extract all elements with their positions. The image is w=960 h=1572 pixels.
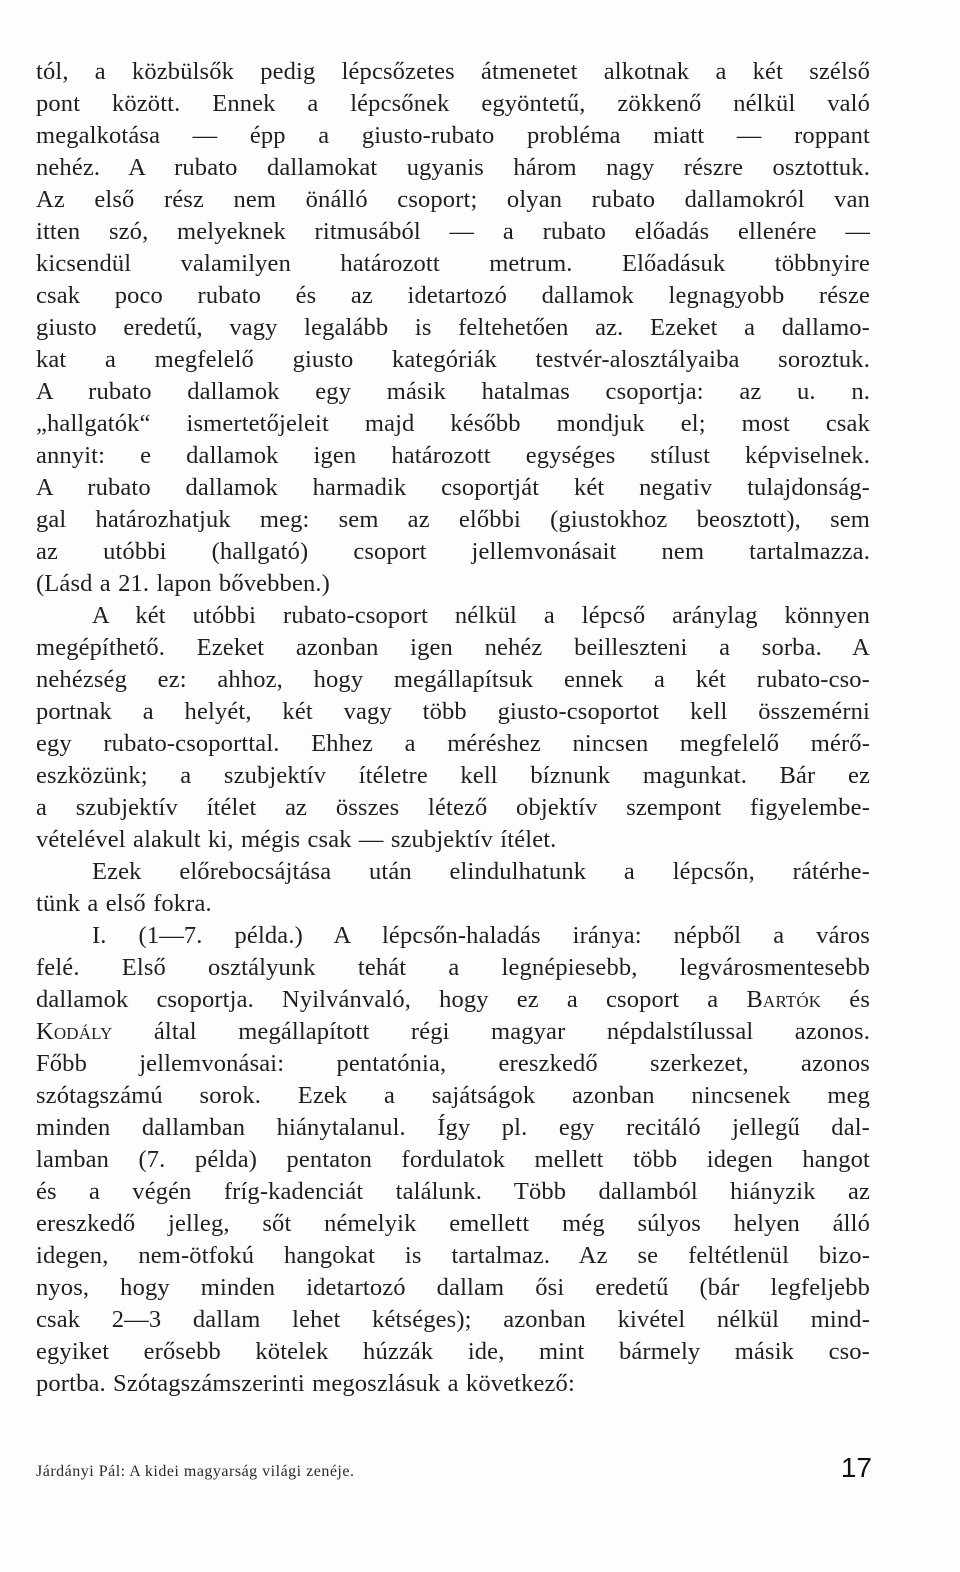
- text-line: minden dallamban hiánytalanul. Így pl. egy recitáló jellegű dal-: [36, 1114, 870, 1141]
- text-line: nehézség ez: ahhoz, hogy megállapítsuk ennek a két rubato-cso-: [36, 666, 870, 693]
- text-line: gal határozhatjuk meg: sem az előbbi (giustokhoz beosztott), sem: [36, 506, 870, 533]
- text-line: tünk a első fokra.: [36, 890, 212, 917]
- text-line: szótagszámú sorok. Ezek a sajátságok azonban nincsenek meg: [36, 1082, 870, 1109]
- text-line: (Lásd a 21. lapon bővebben.): [36, 570, 330, 597]
- text-line: megépíthető. Ezeket azonban igen nehéz beilleszteni a sorba. A: [36, 634, 870, 661]
- text-line: portnak a helyét, két vagy több giusto-csoportot kell összemérni: [36, 698, 870, 725]
- body-text: [36, 56, 870, 1400]
- author-name: Bartók: [746, 986, 822, 1013]
- text-line: tól, a közbülsők pedig lépcsőzetes átmenetet alkotnak a két szélső: [36, 58, 870, 85]
- text-line: az utóbbi (hallgató) csoport jellemvonásait nem tartalmazza.: [36, 538, 870, 565]
- text-line: A rubato dallamok egy másik hatalmas csoportja: az u. n.: [36, 378, 870, 405]
- text-line: csak poco rubato és az idetartozó dallamok legnagyobb része: [36, 282, 870, 309]
- text-line: a szubjektív ítélet az összes létező objektív szempont figyelembe-: [36, 794, 870, 821]
- text-line: kicsendül valamilyen határozott metrum. Előadásuk többnyire: [36, 250, 870, 277]
- text-line: vételével alakult ki, mégis csak — szubjektív ítélet.: [36, 826, 557, 853]
- text-line: giusto eredetű, vagy legalább is feltehetően az. Ezeket a dallamo-: [36, 314, 870, 341]
- text-line: itten szó, melyeknek ritmusából — a rubato előadás ellenére —: [36, 218, 870, 245]
- author-name: Kodály: [36, 1018, 113, 1045]
- text-line: annyit: e dallamok igen határozott egységes stílust képviselnek.: [36, 442, 870, 469]
- text-line: ereszkedő jelleg, sőt némelyik emellett még súlyos helyen álló: [36, 1210, 870, 1237]
- page-number: 17: [840, 1452, 872, 1483]
- text-line: Ezek előrebocsájtása után elindulhatunk a lépcsőn, rátérhe-: [92, 858, 870, 885]
- text-line: Az első rész nem önálló csoport; olyan rubato dallamokról van: [36, 186, 870, 213]
- text-line: felé. Első osztályunk tehát a legnépiesebb, legvárosmentesebb: [36, 954, 870, 981]
- text-line: csak 2—3 dallam lehet kétséges); azonban kivétel nélkül mind-: [36, 1306, 870, 1333]
- text-line: „hallgatók“ ismertetőjeleit majd később mondjuk el; most csak: [36, 410, 870, 437]
- footer-source: Járdányi Pál: A kidei magyarság világi zenéje.: [36, 1463, 355, 1480]
- text-line: I. (1—7. példa.) A lépcsőn-haladás iránya: népből a város: [92, 922, 870, 949]
- text-line: A rubato dallamok harmadik csoportját két negativ tulajdonság-: [36, 474, 870, 501]
- text-line: nyos, hogy minden idetartozó dallam ősi eredetű (bár legfeljebb: [36, 1274, 870, 1301]
- text-line: idegen, nem-ötfokú hangokat is tartalmaz. Az se feltétlenül bizo-: [36, 1242, 870, 1269]
- text-line: dallamok csoportja. Nyilvánvaló, hogy ez a csoport a Bartók és: [36, 986, 870, 1013]
- text-line: nehéz. A rubato dallamokat ugyanis három nagy részre osztottuk.: [36, 154, 870, 181]
- text-line: kat a megfelelő giusto kategóriák testvér-alosztályaiba soroztuk.: [36, 346, 870, 373]
- text-line: egyiket erősebb kötelek húzzák ide, mint bármely másik cso-: [36, 1338, 870, 1365]
- text-line: A két utóbbi rubato-csoport nélkül a lépcső aránylag könnyen: [92, 602, 870, 629]
- text-line: Főbb jellemvonásai: pentatónia, ereszkedő szerkezet, azonos: [36, 1050, 870, 1077]
- text-line: lamban (7. példa) pentaton fordulatok mellett több idegen hangot: [36, 1146, 870, 1173]
- text-line: portba. Szótagszámszerinti megoszlásuk a következő:: [36, 1370, 575, 1397]
- text-line: pont között. Ennek a lépcsőnek egyöntetű, zökkenő nélkül való: [36, 90, 870, 117]
- text-line: és a végén fríg-kadenciát találunk. Több dallamból hiányzik az: [36, 1178, 870, 1205]
- text-line: Kodály által megállapított régi magyar népdalstílussal azonos.: [36, 1018, 870, 1045]
- text-line: megalkotása — épp a giusto-rubato probléma miatt — roppant: [36, 122, 870, 149]
- text-line: egy rubato-csoporttal. Ehhez a méréshez nincsen megfelelő mérő-: [36, 730, 870, 757]
- text-line: eszközünk; a szubjektív ítéletre kell bíznunk magunkat. Bár ez: [36, 762, 870, 789]
